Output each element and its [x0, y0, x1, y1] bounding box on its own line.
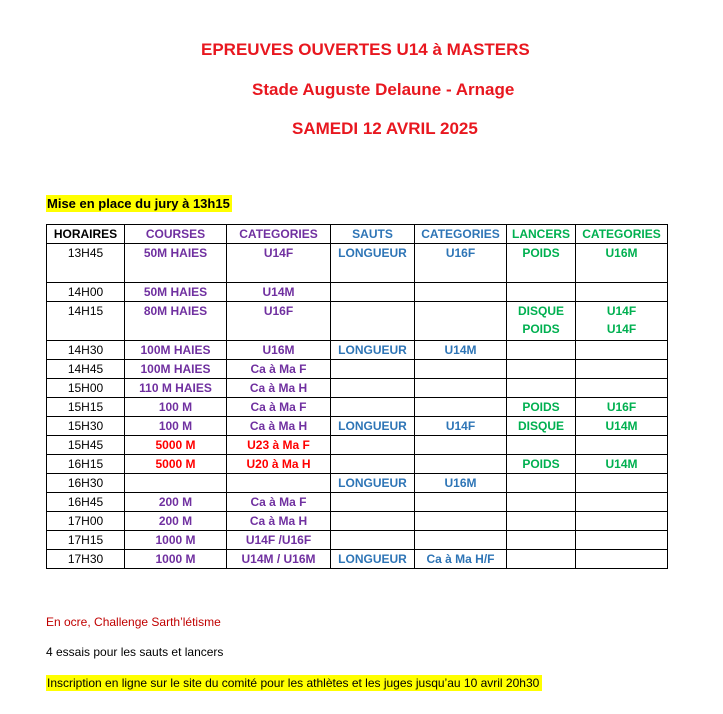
cell-saut — [331, 531, 415, 550]
cell-course-category — [227, 283, 331, 302]
cell-course-category — [227, 474, 331, 493]
cell-course-category — [227, 398, 331, 417]
cell-course-category — [227, 550, 331, 569]
cell-course-category — [227, 302, 331, 341]
header-categories-sauts: CATEGORIES — [415, 225, 507, 244]
cell-course — [125, 436, 227, 455]
inscription-note: Inscription en ligne sur le site du comité pour les athlètes et les juges jusqu’au 10 avril 20h30 — [46, 675, 542, 691]
header-lancers: LANCERS — [507, 225, 576, 244]
table-header-row — [47, 225, 668, 244]
cell-course-category — [227, 341, 331, 360]
cell-course-category-text: U16M — [262, 343, 295, 357]
cell-course-category — [227, 493, 331, 512]
cell-lancer-text: DISQUE — [517, 304, 564, 318]
table-row — [47, 550, 668, 569]
cell-course-text: 100 M — [158, 419, 193, 433]
cell-course-text: 100M HAIES — [140, 362, 211, 376]
cell-course — [125, 512, 227, 531]
cell-saut-category — [415, 512, 507, 531]
cell-course-category-text: Ca à Ma H — [249, 514, 308, 528]
cell-time — [47, 341, 125, 360]
cell-time — [47, 417, 125, 436]
cell-saut-category — [415, 550, 507, 569]
cell-time — [47, 398, 125, 417]
cell-course-category — [227, 436, 331, 455]
header-horaires: HORAIRES — [47, 225, 125, 244]
cell-course — [125, 341, 227, 360]
cell-saut-text: LONGUEUR — [338, 246, 407, 260]
cell-course-text: 1000 M — [155, 533, 196, 547]
cell-time-text: 15H15 — [67, 400, 104, 414]
cell-lancer-category — [576, 455, 668, 474]
cell-lancer — [507, 283, 576, 302]
cell-time-text: 15H00 — [67, 381, 104, 395]
cell-course-category — [227, 244, 331, 283]
cell-lancer-category-text: U14F — [606, 322, 637, 336]
table-row — [47, 417, 668, 436]
cell-time-text: 16H45 — [67, 495, 104, 509]
cell-course-text: 200 M — [158, 514, 193, 528]
cell-course-text: 1000 M — [155, 552, 196, 566]
cell-lancer-category — [576, 493, 668, 512]
cell-saut-category — [415, 302, 507, 341]
cell-course-category-text: Ca à Ma F — [250, 495, 307, 509]
cell-course-category-text: U14M / U16M — [241, 552, 316, 566]
cell-time-text: 16H15 — [67, 457, 104, 471]
cell-course-category — [227, 379, 331, 398]
cell-lancer-category — [576, 379, 668, 398]
cell-saut-category — [415, 244, 507, 283]
cell-course-category-text: U14F /U16F — [245, 533, 312, 547]
cell-saut-category — [415, 531, 507, 550]
cell-saut — [331, 455, 415, 474]
cell-lancer — [507, 455, 576, 474]
header-courses: COURSES — [125, 225, 227, 244]
cell-course-category-text: U20 à Ma H — [246, 457, 311, 471]
cell-course-text: 5000 M — [155, 457, 196, 471]
table-row — [47, 512, 668, 531]
cell-lancer — [507, 550, 576, 569]
cell-lancer-category-text: U14M — [605, 457, 638, 471]
cell-course-category-text: Ca à Ma H — [249, 419, 308, 433]
table-row — [47, 398, 668, 417]
table-row — [47, 360, 668, 379]
cell-time-text: 15H30 — [67, 419, 104, 433]
cell-lancer-category — [576, 474, 668, 493]
cell-saut — [331, 493, 415, 512]
cell-lancer — [507, 531, 576, 550]
cell-saut-category — [415, 398, 507, 417]
cell-course-category-text: U14M — [262, 285, 295, 299]
cell-saut — [331, 302, 415, 341]
cell-lancer-category — [576, 244, 668, 283]
cell-course — [125, 398, 227, 417]
cell-lancer-category — [576, 360, 668, 379]
cell-time-text: 17H00 — [67, 514, 104, 528]
cell-lancer — [507, 398, 576, 417]
cell-lancer — [507, 512, 576, 531]
cell-course — [125, 244, 227, 283]
header-categories-lancers: CATEGORIES — [576, 225, 668, 244]
cell-course-text: 50M HAIES — [143, 285, 208, 299]
cell-lancer-text: POIDS — [522, 322, 560, 336]
cell-saut-category-text: U16M — [444, 476, 477, 490]
cell-lancer-category — [576, 550, 668, 569]
cell-lancer — [507, 360, 576, 379]
cell-time-text: 14H30 — [67, 343, 104, 357]
cell-lancer — [507, 474, 576, 493]
cell-lancer — [507, 379, 576, 398]
cell-lancer-text: POIDS — [522, 246, 560, 260]
table-row — [47, 379, 668, 398]
table-row — [47, 531, 668, 550]
cell-time-text: 17H30 — [67, 552, 104, 566]
cell-lancer-category — [576, 283, 668, 302]
cell-course-text: 50M HAIES — [143, 246, 208, 260]
page-title: EPREUVES OUVERTES U14 à MASTERS — [201, 40, 530, 59]
cell-course-category-text: Ca à Ma F — [250, 362, 307, 376]
cell-saut-category — [415, 379, 507, 398]
cell-course-category-text: Ca à Ma F — [250, 400, 307, 414]
cell-saut-category-text: Ca à Ma H/F — [426, 552, 495, 566]
table-row — [47, 283, 668, 302]
cell-time-text: 13H45 — [67, 246, 104, 260]
cell-lancer-category-text: U14M — [605, 419, 638, 433]
cell-course-category-text: U14F — [263, 246, 294, 260]
challenge-note: En ocre, Challenge Sarth’létisme — [46, 615, 221, 629]
cell-saut — [331, 341, 415, 360]
cell-course-category-text: U23 à Ma F — [247, 438, 310, 452]
cell-saut — [331, 379, 415, 398]
cell-course-category-text: U16F — [263, 304, 294, 318]
cell-time — [47, 283, 125, 302]
cell-time — [47, 493, 125, 512]
cell-time — [47, 379, 125, 398]
table-row — [47, 474, 668, 493]
essais-note: 4 essais pour les sauts et lancers — [46, 645, 224, 659]
cell-course — [125, 493, 227, 512]
cell-course-category — [227, 360, 331, 379]
cell-saut — [331, 283, 415, 302]
cell-lancer-category — [576, 417, 668, 436]
table-row — [47, 302, 668, 341]
cell-lancer-category — [576, 531, 668, 550]
cell-course-category-text: Ca à Ma H — [249, 381, 308, 395]
table-row — [47, 244, 668, 283]
cell-course — [125, 550, 227, 569]
cell-lancer-category-text: U16F — [606, 400, 637, 414]
cell-time-text: 14H00 — [67, 285, 104, 299]
cell-saut-category — [415, 474, 507, 493]
cell-lancer — [507, 417, 576, 436]
schedule-table — [46, 224, 668, 569]
cell-time — [47, 302, 125, 341]
cell-time — [47, 360, 125, 379]
cell-lancer-category — [576, 398, 668, 417]
cell-lancer-category-text: U14F — [606, 304, 637, 318]
cell-time — [47, 244, 125, 283]
cell-lancer — [507, 244, 576, 283]
jury-notice: Mise en place du jury à 13h15 — [47, 196, 230, 211]
cell-lancer-category — [576, 512, 668, 531]
cell-course — [125, 417, 227, 436]
cell-lancer-category — [576, 302, 668, 341]
cell-course-category — [227, 455, 331, 474]
cell-lancer — [507, 341, 576, 360]
cell-lancer-text: POIDS — [522, 457, 560, 471]
cell-time — [47, 474, 125, 493]
cell-saut — [331, 360, 415, 379]
cell-saut — [331, 512, 415, 531]
venue-title: Stade Auguste Delaune - Arnage — [252, 80, 515, 99]
cell-saut-category — [415, 283, 507, 302]
cell-lancer-category-text: U16M — [605, 246, 638, 260]
cell-lancer-text: DISQUE — [517, 419, 564, 433]
cell-course-text: 5000 M — [155, 438, 196, 452]
cell-course-text: 100M HAIES — [140, 343, 211, 357]
cell-saut-category-text: U14M — [444, 343, 477, 357]
cell-time-text: 15H45 — [67, 438, 104, 452]
cell-saut-category-text: U14F — [445, 419, 476, 433]
cell-time — [47, 455, 125, 474]
cell-course — [125, 531, 227, 550]
cell-saut — [331, 398, 415, 417]
cell-course — [125, 474, 227, 493]
cell-time — [47, 531, 125, 550]
header-sauts: SAUTS — [331, 225, 415, 244]
cell-course — [125, 360, 227, 379]
cell-saut — [331, 436, 415, 455]
cell-saut-text: LONGUEUR — [338, 476, 407, 490]
table-row — [47, 455, 668, 474]
cell-saut-category — [415, 360, 507, 379]
cell-saut — [331, 244, 415, 283]
cell-time-text: 16H30 — [67, 476, 104, 490]
cell-time-text: 17H15 — [67, 533, 104, 547]
table-row — [47, 436, 668, 455]
date-title: SAMEDI 12 AVRIL 2025 — [292, 119, 478, 138]
cell-course-text: 100 M — [158, 400, 193, 414]
cell-course — [125, 379, 227, 398]
cell-time-text: 14H15 — [67, 304, 104, 318]
cell-lancer-text: POIDS — [522, 400, 560, 414]
cell-saut-text: LONGUEUR — [338, 419, 407, 433]
table-row — [47, 341, 668, 360]
cell-course — [125, 283, 227, 302]
table-row — [47, 493, 668, 512]
cell-saut-category — [415, 341, 507, 360]
cell-course-text: 200 M — [158, 495, 193, 509]
cell-saut-category-text: U16F — [445, 246, 476, 260]
cell-saut — [331, 550, 415, 569]
cell-time — [47, 512, 125, 531]
cell-lancer — [507, 436, 576, 455]
cell-course — [125, 455, 227, 474]
cell-lancer-category — [576, 436, 668, 455]
cell-time — [47, 550, 125, 569]
cell-saut-category — [415, 436, 507, 455]
cell-saut-text: LONGUEUR — [338, 343, 407, 357]
cell-saut-category — [415, 455, 507, 474]
header-categories-courses: CATEGORIES — [227, 225, 331, 244]
cell-lancer — [507, 493, 576, 512]
cell-course-category — [227, 531, 331, 550]
cell-saut-category — [415, 417, 507, 436]
cell-time — [47, 436, 125, 455]
cell-course-category — [227, 512, 331, 531]
cell-saut-text: LONGUEUR — [338, 552, 407, 566]
cell-course — [125, 302, 227, 341]
cell-lancer-category — [576, 341, 668, 360]
cell-course-text: 110 M HAIES — [139, 381, 212, 395]
cell-saut — [331, 474, 415, 493]
cell-saut-category — [415, 493, 507, 512]
cell-time-text: 14H45 — [67, 362, 104, 376]
cell-saut — [331, 417, 415, 436]
cell-lancer — [507, 302, 576, 341]
cell-course-text: 80M HAIES — [143, 304, 208, 318]
cell-course-category — [227, 417, 331, 436]
